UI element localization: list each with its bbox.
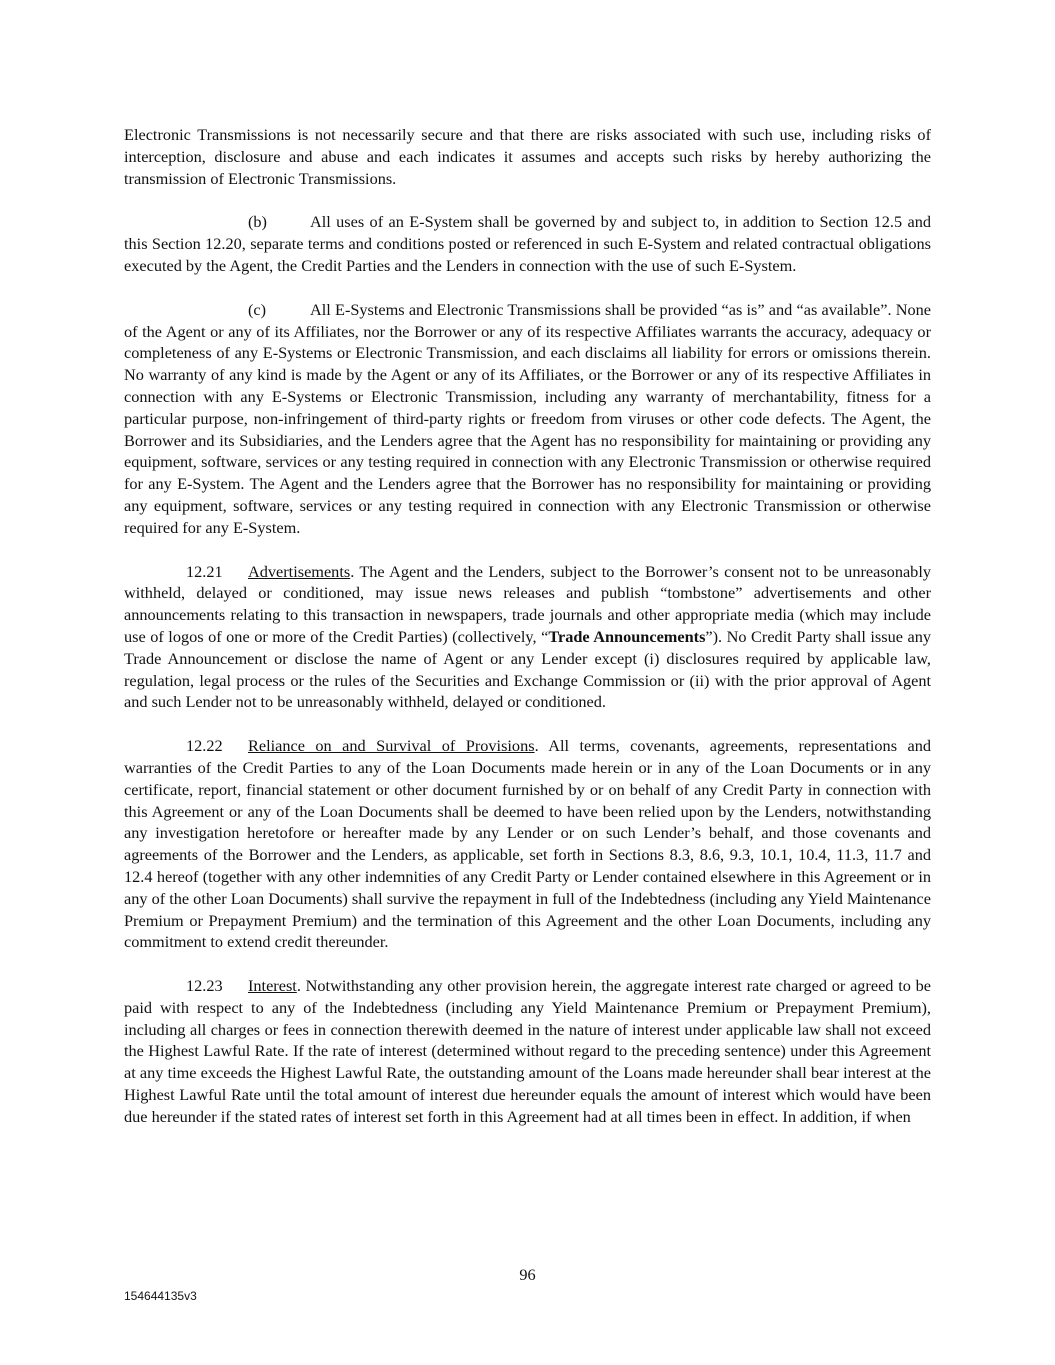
paragraph-c <box>124 299 931 539</box>
document-id: 154644135v3 <box>124 1289 197 1303</box>
paragraph-text: . Notwithstanding any other provision herein, the aggregate interest rate charged or agreed to be paid with respect to any of the Indebtedness (including any Yield Maintenance Premium or Prepayment Premium), including all charges or fees in connection therewith deemed in the nature of interest under applicable law shall not exceed the Highest Lawful Rate. If the rate of interest (determined without regard to the preceding sentence) under this Agreement at any time exceeds the Highest Lawful Rate, the outstanding amount of the Loans made hereunder shall bear interest at the Highest Lawful Rate until the total amount of interest due hereunder equals the amount of interest which would have been due hereunder if the stated rates of interest set forth in this Agreement had at all times been in effect. In addition, if when <box>124 976 931 1126</box>
section-heading: Interest <box>248 976 297 996</box>
page-number: 96 <box>519 1265 536 1284</box>
paragraph-text: All uses of an E-System shall be governed by and subject to, in addition to Section 12.5 and this Section 12.20, separate terms and conditions posted or referenced in such E-System and related contractual obligations executed by the Agent, the Credit Parties and the Lenders in connection with the use of such E-System. <box>124 212 931 275</box>
section-heading: Reliance on and Survival of Provisions <box>248 736 535 756</box>
section-12-22 <box>124 735 931 953</box>
paragraph-b <box>124 211 931 276</box>
paragraph-text: . All terms, covenants, agreements, representations and warranties of the Credit Parties to any of the Loan Documents made herein or in any of the Loan Documents or in any certificate, report, financial statement or other document furnished by or on behalf of any Credit Party in connection with this Agreement or any of the Loan Documents shall be deemed to have been relied upon by the Lenders, notwithstanding any investigation heretofore or hereafter made by any Lender or on such Lender’s behalf, and those covenants and agreements of the Borrower and the Lenders, as applicable, set forth in Sections 8.3, 8.6, 9.3, 10.1, 10.4, 11.3, 11.7 and 12.4 hereof (together with any other indemnities of any Credit Party or Lender contained elsewhere in this Agreement or in any of the other Loan Documents) shall survive the repayment in full of the Indebtedness (including any Yield Maintenance Premium or Prepayment Premium) and the termination of this Agreement and the other Loan Documents, including any commitment to extend credit thereunder. <box>124 736 931 952</box>
section-12-21 <box>124 561 931 714</box>
subsection-label: (c) <box>248 299 267 319</box>
paragraph-continuation <box>124 124 931 189</box>
defined-term: Trade Announcements <box>548 626 706 646</box>
paragraph-text: ”). No Credit Party shall issue any Trade Announcement or disclose the name of Agent or any Lender except (i) disclosures required by applicable law, regulation, legal process or the rules of the Securities and Exchange Commission or (ii) with the prior approval of Agent and such Lender not to be unreasonably withheld, delayed or conditioned. <box>124 626 931 712</box>
document-page <box>124 124 931 1150</box>
paragraph-text: Electronic Transmissions is not necessarily secure and that there are risks associated with such use, including risks of interception, disclosure and abuse and each indicates it assumes and accepts such risks by hereby authorizing the transmission of Electronic Transmissions. <box>124 125 931 188</box>
paragraph-text: All E-Systems and Electronic Transmissions shall be provided “as is” and “as available”. None of the Agent or any of its Affiliates, nor the Borrower or any of its respective Affiliates warrants the accuracy, adequacy or completeness of any E-Systems or Electronic Transmission, and each disclaims all liability for errors or omissions therein. No warranty of any kind is made by the Agent or any of its Affiliates, or the Borrower or any of its respective Affiliates in connection with any E-Systems or Electronic Transmission, including any warranty of merchantability, fitness for a particular purpose, non-infringement of third-party rights or freedom from viruses or other code defects. The Agent, the Borrower and its Subsidiaries, and the Lenders agree that the Agent has no responsibility for maintaining or providing any equipment, software, services or any testing required in connection with any Electronic Transmission or otherwise required for any E-System. The Agent and the Lenders agree that the Borrower has no responsibility for maintaining or providing any equipment, software, services or any testing required in connection with any Electronic Transmission or otherwise required for any E-System. <box>124 299 931 537</box>
section-heading: Advertisements <box>248 561 351 581</box>
section-number: 12.23 <box>186 976 223 996</box>
subsection-label: (b) <box>248 212 267 232</box>
section-number: 12.21 <box>186 561 223 581</box>
section-number: 12.22 <box>186 736 223 756</box>
paragraph-text: . The Agent and the Lenders, subject to the Borrower’s consent not to be unreasonably withheld, delayed or conditioned, may issue news releases and publish “tombstone” advertisements and other announcements relating to this transaction in newspapers, trade journals and other appropriate media (which may include use of logos of one or more of the Credit Parties) (collectively, “ <box>124 561 931 646</box>
section-12-23 <box>124 975 931 1128</box>
